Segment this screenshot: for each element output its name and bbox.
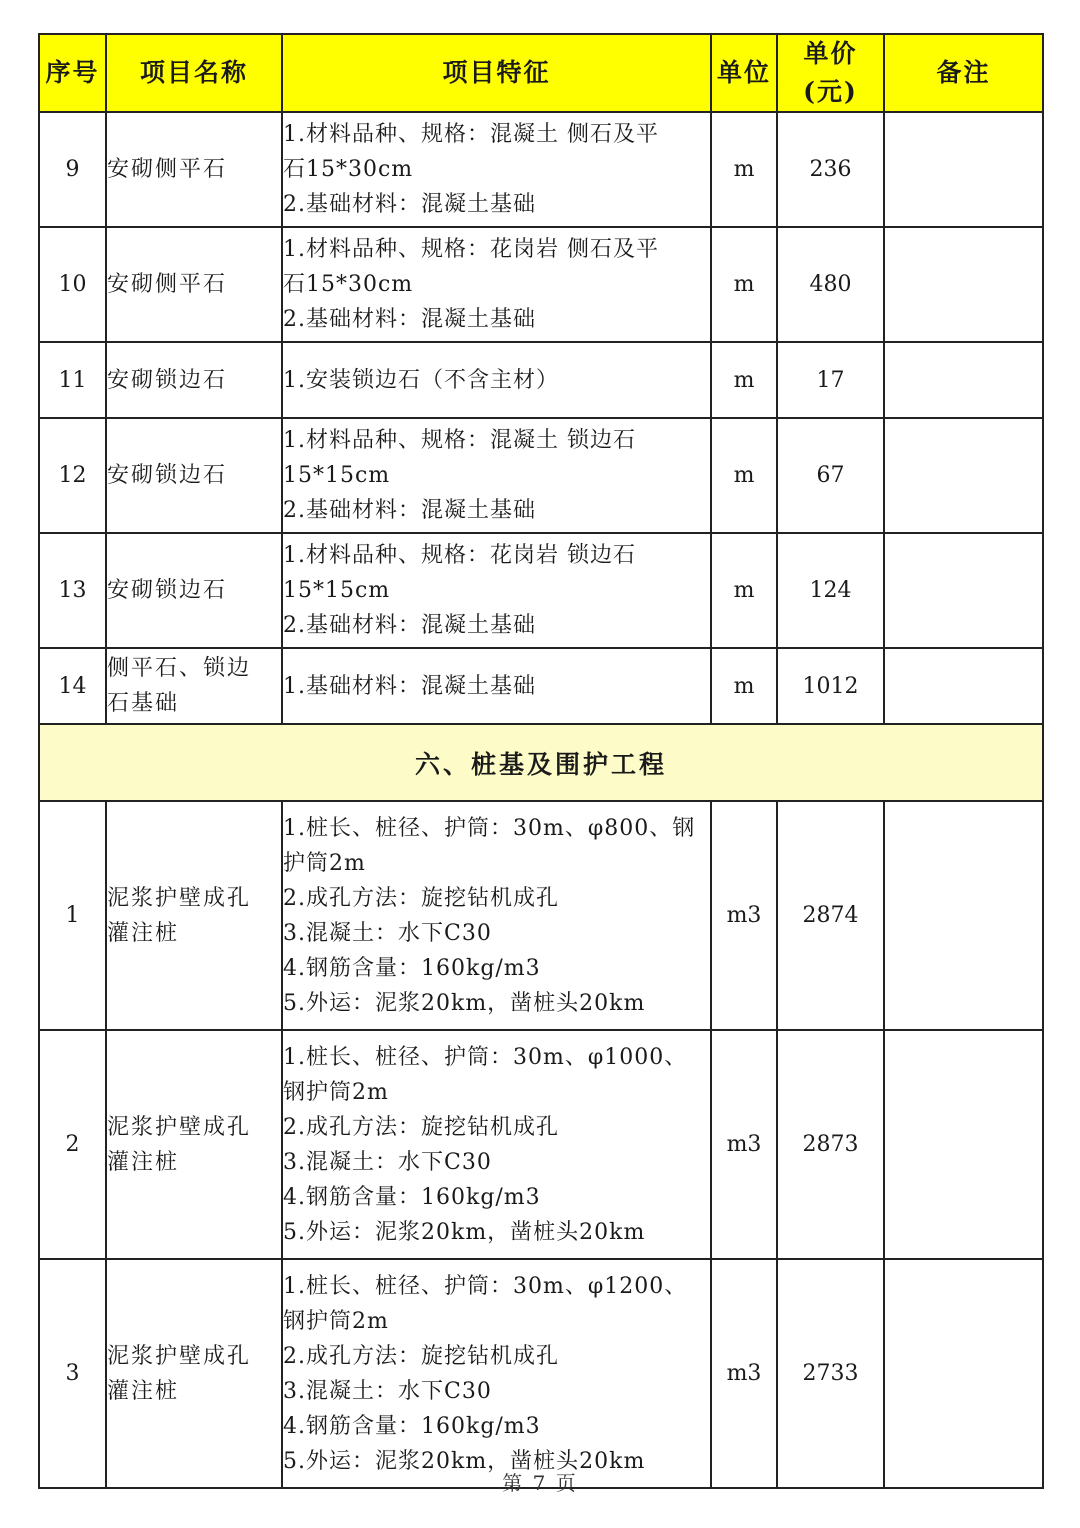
cell-unit: m3	[711, 1259, 777, 1488]
cell-unit: m	[711, 342, 777, 418]
price-table	[38, 33, 1044, 1489]
cell-name	[106, 801, 282, 1030]
name-line: 灌注桩	[107, 1378, 180, 1404]
cell-remark	[884, 342, 1043, 418]
header-price-line2: (元)	[803, 77, 858, 106]
header-no: 序号	[39, 34, 106, 112]
feature-line: 钢护筒2m	[283, 1308, 389, 1334]
name-line: 石基础	[107, 691, 180, 716]
cell-no: 9	[39, 112, 106, 227]
cell-name: 安砌侧平石	[106, 112, 282, 227]
section-row	[39, 724, 1043, 801]
table-row	[39, 227, 1043, 342]
feature-line: 2.基础材料：混凝土基础	[283, 307, 536, 332]
feature-line: 1.安装锁边石（不含主材）	[283, 367, 559, 393]
feature-line: 4.钢筋含量：160kg/m3	[283, 1413, 541, 1439]
cell-remark	[884, 533, 1043, 648]
feature-line: 15*15cm	[283, 463, 391, 488]
cell-remark	[884, 1259, 1043, 1488]
name-line: 泥浆护壁成孔	[107, 1114, 252, 1140]
table-row	[39, 801, 1043, 1030]
name-line: 灌注桩	[107, 1149, 180, 1175]
cell-no: 12	[39, 418, 106, 533]
cell-feature	[282, 801, 711, 1030]
cell-price: 2733	[777, 1259, 884, 1488]
feature-line: 2.基础材料：混凝土基础	[283, 192, 536, 217]
feature-line: 1.材料品种、规格：混凝土 侧石及平	[283, 122, 659, 147]
cell-remark	[884, 1030, 1043, 1259]
cell-no: 1	[39, 801, 106, 1030]
header-remark: 备注	[884, 34, 1043, 112]
feature-line: 石15*30cm	[283, 272, 414, 297]
table-row	[39, 533, 1043, 648]
cell-unit: m	[711, 533, 777, 648]
feature-line: 3.混凝土：水下C30	[283, 920, 492, 946]
feature-line: 2.成孔方法：旋挖钻机成孔	[283, 1114, 559, 1140]
cell-price: 67	[777, 418, 884, 533]
name-line: 侧平石、锁边	[107, 656, 252, 681]
feature-line: 2.成孔方法：旋挖钻机成孔	[283, 885, 559, 911]
cell-price: 2873	[777, 1030, 884, 1259]
cell-name: 安砌锁边石	[106, 342, 282, 418]
cell-price: 1012	[777, 648, 884, 724]
table-header-row	[39, 34, 1043, 112]
cell-name: 安砌锁边石	[106, 533, 282, 648]
cell-remark	[884, 418, 1043, 533]
table-row	[39, 418, 1043, 533]
feature-line: 护筒2m	[283, 850, 366, 876]
feature-line: 3.混凝土：水下C30	[283, 1378, 492, 1404]
cell-price: 480	[777, 227, 884, 342]
feature-line: 5.外运：泥浆20km，凿桩头20km	[283, 990, 646, 1016]
feature-line: 2.基础材料：混凝土基础	[283, 613, 536, 638]
cell-remark	[884, 648, 1043, 724]
cell-feature	[282, 227, 711, 342]
feature-line: 4.钢筋含量：160kg/m3	[283, 1184, 541, 1210]
cell-no: 3	[39, 1259, 106, 1488]
name-line: 泥浆护壁成孔	[107, 885, 252, 911]
feature-line: 1.材料品种、规格：花岗岩 侧石及平	[283, 237, 659, 262]
table-row	[39, 1030, 1043, 1259]
cell-unit: m3	[711, 801, 777, 1030]
feature-line: 3.混凝土：水下C30	[283, 1149, 492, 1175]
header-price-line1: 单价	[803, 39, 858, 68]
feature-line: 1.材料品种、规格：花岗岩 锁边石	[283, 543, 636, 568]
cell-feature	[282, 112, 711, 227]
cell-feature	[282, 1259, 711, 1488]
feature-line: 15*15cm	[283, 578, 391, 603]
feature-line: 5.外运：泥浆20km，凿桩头20km	[283, 1219, 646, 1245]
feature-line: 2.基础材料：混凝土基础	[283, 498, 536, 523]
table-row	[39, 1259, 1043, 1488]
cell-no: 13	[39, 533, 106, 648]
cell-name	[106, 1259, 282, 1488]
feature-line: 1.材料品种、规格：混凝土 锁边石	[283, 428, 636, 453]
cell-unit: m	[711, 648, 777, 724]
cell-price: 236	[777, 112, 884, 227]
cell-feature	[282, 1030, 711, 1259]
cell-no: 10	[39, 227, 106, 342]
cell-name	[106, 648, 282, 724]
page-number: 第 7 页	[502, 1471, 578, 1495]
feature-line: 1.桩长、桩径、护筒：30m、φ1200、	[283, 1273, 688, 1299]
cell-no: 11	[39, 342, 106, 418]
cell-name	[106, 1030, 282, 1259]
feature-line: 1.桩长、桩径、护筒：30m、φ1000、	[283, 1044, 688, 1070]
cell-unit: m	[711, 112, 777, 227]
header-name: 项目名称	[106, 34, 282, 112]
cell-unit: m	[711, 227, 777, 342]
feature-line: 4.钢筋含量：160kg/m3	[283, 955, 541, 981]
cell-price: 2874	[777, 801, 884, 1030]
cell-name: 安砌锁边石	[106, 418, 282, 533]
header-unit: 单位	[711, 34, 777, 112]
name-line: 灌注桩	[107, 920, 180, 946]
table-row	[39, 342, 1043, 418]
cell-name: 安砌侧平石	[106, 227, 282, 342]
section-title: 六、桩基及围护工程	[39, 724, 1043, 801]
feature-line: 2.成孔方法：旋挖钻机成孔	[283, 1343, 559, 1369]
cell-price: 124	[777, 533, 884, 648]
header-feature: 项目特征	[282, 34, 711, 112]
cell-feature	[282, 648, 711, 724]
cell-remark	[884, 112, 1043, 227]
cell-feature	[282, 418, 711, 533]
header-price	[777, 34, 884, 112]
feature-line: 石15*30cm	[283, 157, 414, 182]
cell-feature	[282, 342, 711, 418]
name-line: 泥浆护壁成孔	[107, 1343, 252, 1369]
cell-unit: m3	[711, 1030, 777, 1259]
cell-unit: m	[711, 418, 777, 533]
table-row	[39, 648, 1043, 724]
feature-line: 钢护筒2m	[283, 1079, 389, 1105]
feature-line: 1.基础材料：混凝土基础	[283, 673, 536, 699]
table-row	[39, 112, 1043, 227]
feature-line: 5.外运：泥浆20km，凿桩头20km	[283, 1448, 646, 1474]
cell-remark	[884, 801, 1043, 1030]
cell-remark	[884, 227, 1043, 342]
cell-no: 14	[39, 648, 106, 724]
cell-price: 17	[777, 342, 884, 418]
cell-feature	[282, 533, 711, 648]
cell-no: 2	[39, 1030, 106, 1259]
feature-line: 1.桩长、桩径、护筒：30m、φ800、钢	[283, 815, 696, 841]
